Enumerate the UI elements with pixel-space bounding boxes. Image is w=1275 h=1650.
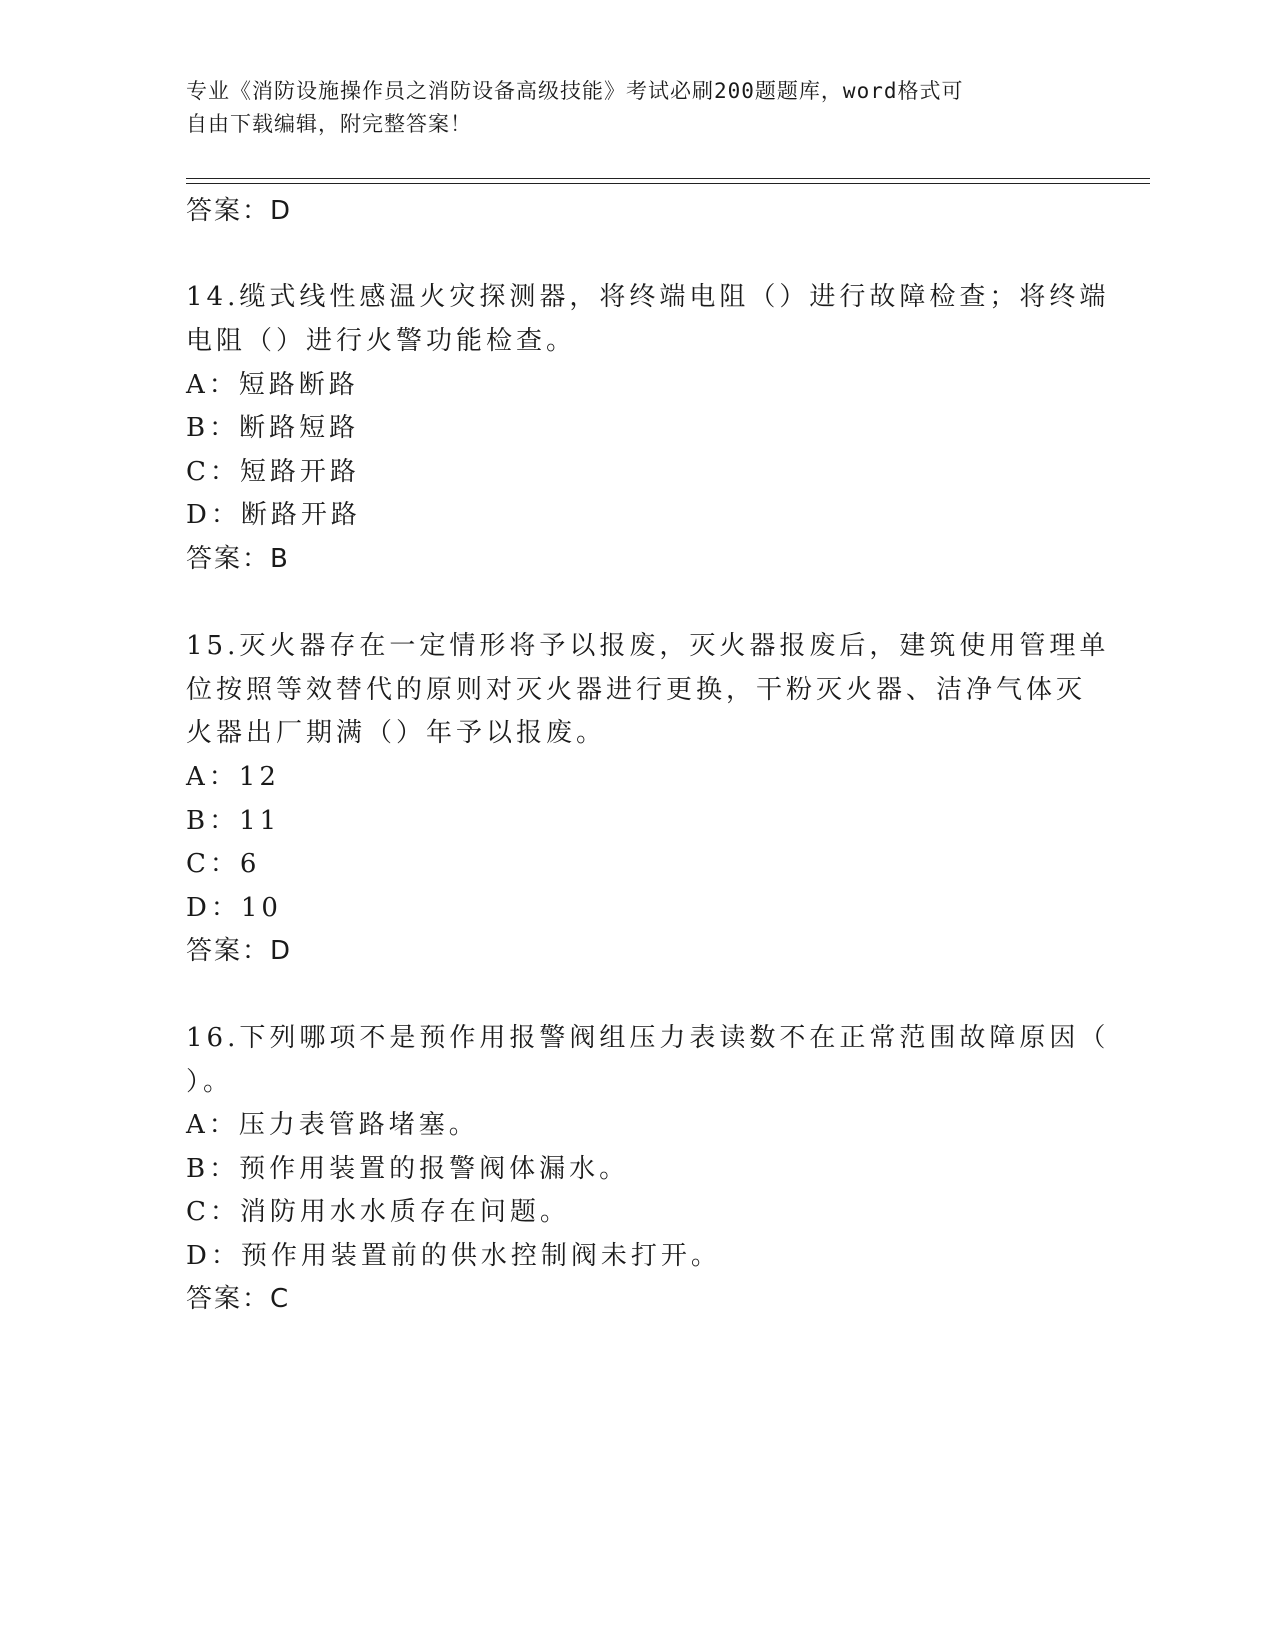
option-c: C：6 [186, 849, 261, 879]
option-d: D：10 [186, 893, 282, 923]
question-text-line: 电阻（）进行火警功能检查。 [186, 326, 577, 356]
answer: 答案：C [186, 1284, 291, 1314]
header-divider-top [186, 178, 1150, 179]
option-b: B：11 [186, 806, 281, 836]
option-a: A：短路断路 [186, 370, 359, 400]
question-text-line: ）。 [186, 1067, 234, 1097]
option-c: C：消防用水水质存在问题。 [186, 1197, 570, 1227]
document-header [186, 75, 1086, 141]
option-d: D：断路开路 [186, 500, 361, 530]
answer: 答案：D [186, 936, 293, 966]
question-text-line: 14.缆式线性感温火灾探测器，将终端电阻（）进行故障检查；将终端 [186, 282, 1110, 312]
answer: 答案：B [186, 544, 290, 574]
question-text-line: 16.下列哪项不是预作用报警阀组压力表读数不在正常范围故障原因（ [186, 1023, 1110, 1053]
option-a: A：压力表管路堵塞。 [186, 1110, 479, 1140]
option-b: B：断路短路 [186, 413, 360, 443]
option-a: A：12 [186, 762, 280, 792]
option-d: D：预作用装置前的供水控制阀未打开。 [186, 1241, 721, 1271]
option-c: C：短路开路 [186, 457, 360, 487]
question-text-line: 火器出厂期满（）年予以报废。 [186, 718, 607, 748]
question-text-line: 15.灭火器存在一定情形将予以报废，灭火器报废后，建筑使用管理单 [186, 631, 1110, 661]
header-line-1: 专业《消防设施操作员之消防设备高级技能》考试必刷200题题库，word格式可 [186, 79, 964, 103]
previous-answer: 答案：D [186, 196, 293, 226]
question-text-line: 位按照等效替代的原则对灭火器进行更换，干粉灭火器、洁净气体灭 [186, 675, 1087, 705]
header-line-2: 自由下载编辑，附完整答案！ [186, 112, 472, 136]
option-b: B：预作用装置的报警阀体漏水。 [186, 1154, 630, 1184]
header-divider-bottom [186, 183, 1150, 184]
